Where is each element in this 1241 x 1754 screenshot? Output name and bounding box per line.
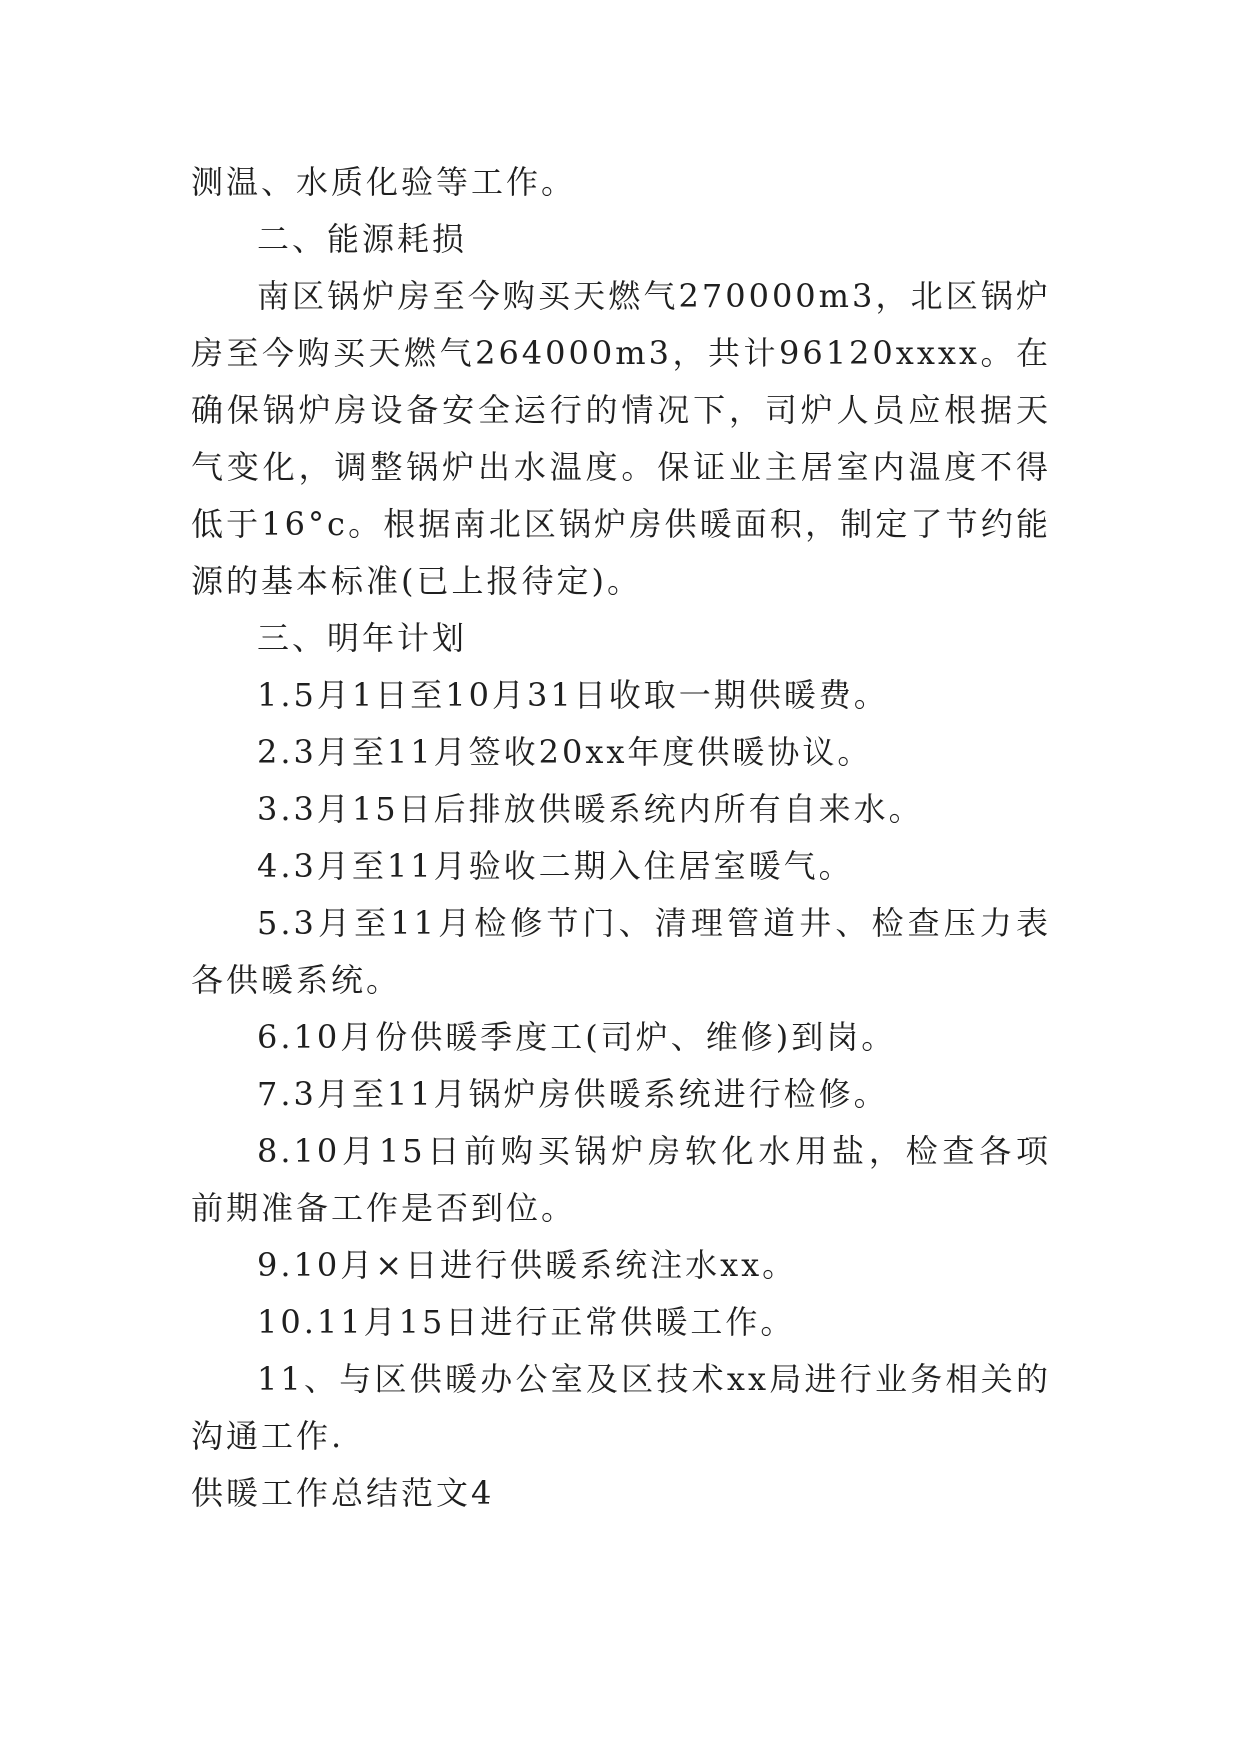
plan-item-1: 1.5月1日至10月31日收取一期供暖费。 — [257, 676, 889, 714]
paragraph-energy: 南区锅炉房至今购买天燃气270000m3，北区锅炉房至今购买天燃气264000m3，共计96120xxxx。在确保锅炉房设备安全运行的情况下，司炉人员应根据天气变化，调整锅炉出水温度。保证业主居室内温度不得低于16°c。根据南北区锅炉房供暖面积，制定了节约能源的基本标准(已上报待定)。 — [191, 277, 1051, 600]
plan-item-8: 8.10月15日前购买锅炉房软化水用盐，检查各项前期准备工作是否到位。 — [191, 1132, 1051, 1227]
next-article-title: 供暖工作总结范文4 — [191, 1474, 495, 1512]
plan-item-4: 4.3月至11月验收二期入住居室暖气。 — [257, 847, 854, 885]
plan-item-3: 3.3月15日后排放供暖系统内所有自来水。 — [257, 790, 924, 828]
plan-item-11: 11、与区供暖办公室及区技术xx局进行业务相关的沟通工作. — [191, 1360, 1051, 1455]
plan-item-5: 5.3月至11月检修节门、清理管道井、检查压力表各供暖系统。 — [191, 904, 1051, 999]
section-heading-plan: 三、明年计划 — [257, 619, 468, 657]
plan-item-10: 10.11月15日进行正常供暖工作。 — [257, 1303, 796, 1341]
document-body — [191, 154, 1051, 1522]
plan-item-2: 2.3月至11月签收20xx年度供暖协议。 — [257, 733, 873, 771]
plan-item-6: 6.10月份供暖季度工(司炉、维修)到岗。 — [257, 1018, 897, 1056]
plan-item-9: 9.10月×日进行供暖系统注水xx。 — [257, 1246, 798, 1284]
section-heading-energy: 二、能源耗损 — [257, 220, 468, 258]
plan-item-7: 7.3月至11月锅炉房供暖系统进行检修。 — [257, 1075, 889, 1113]
paragraph-continuation: 测温、水质化验等工作。 — [191, 163, 577, 201]
